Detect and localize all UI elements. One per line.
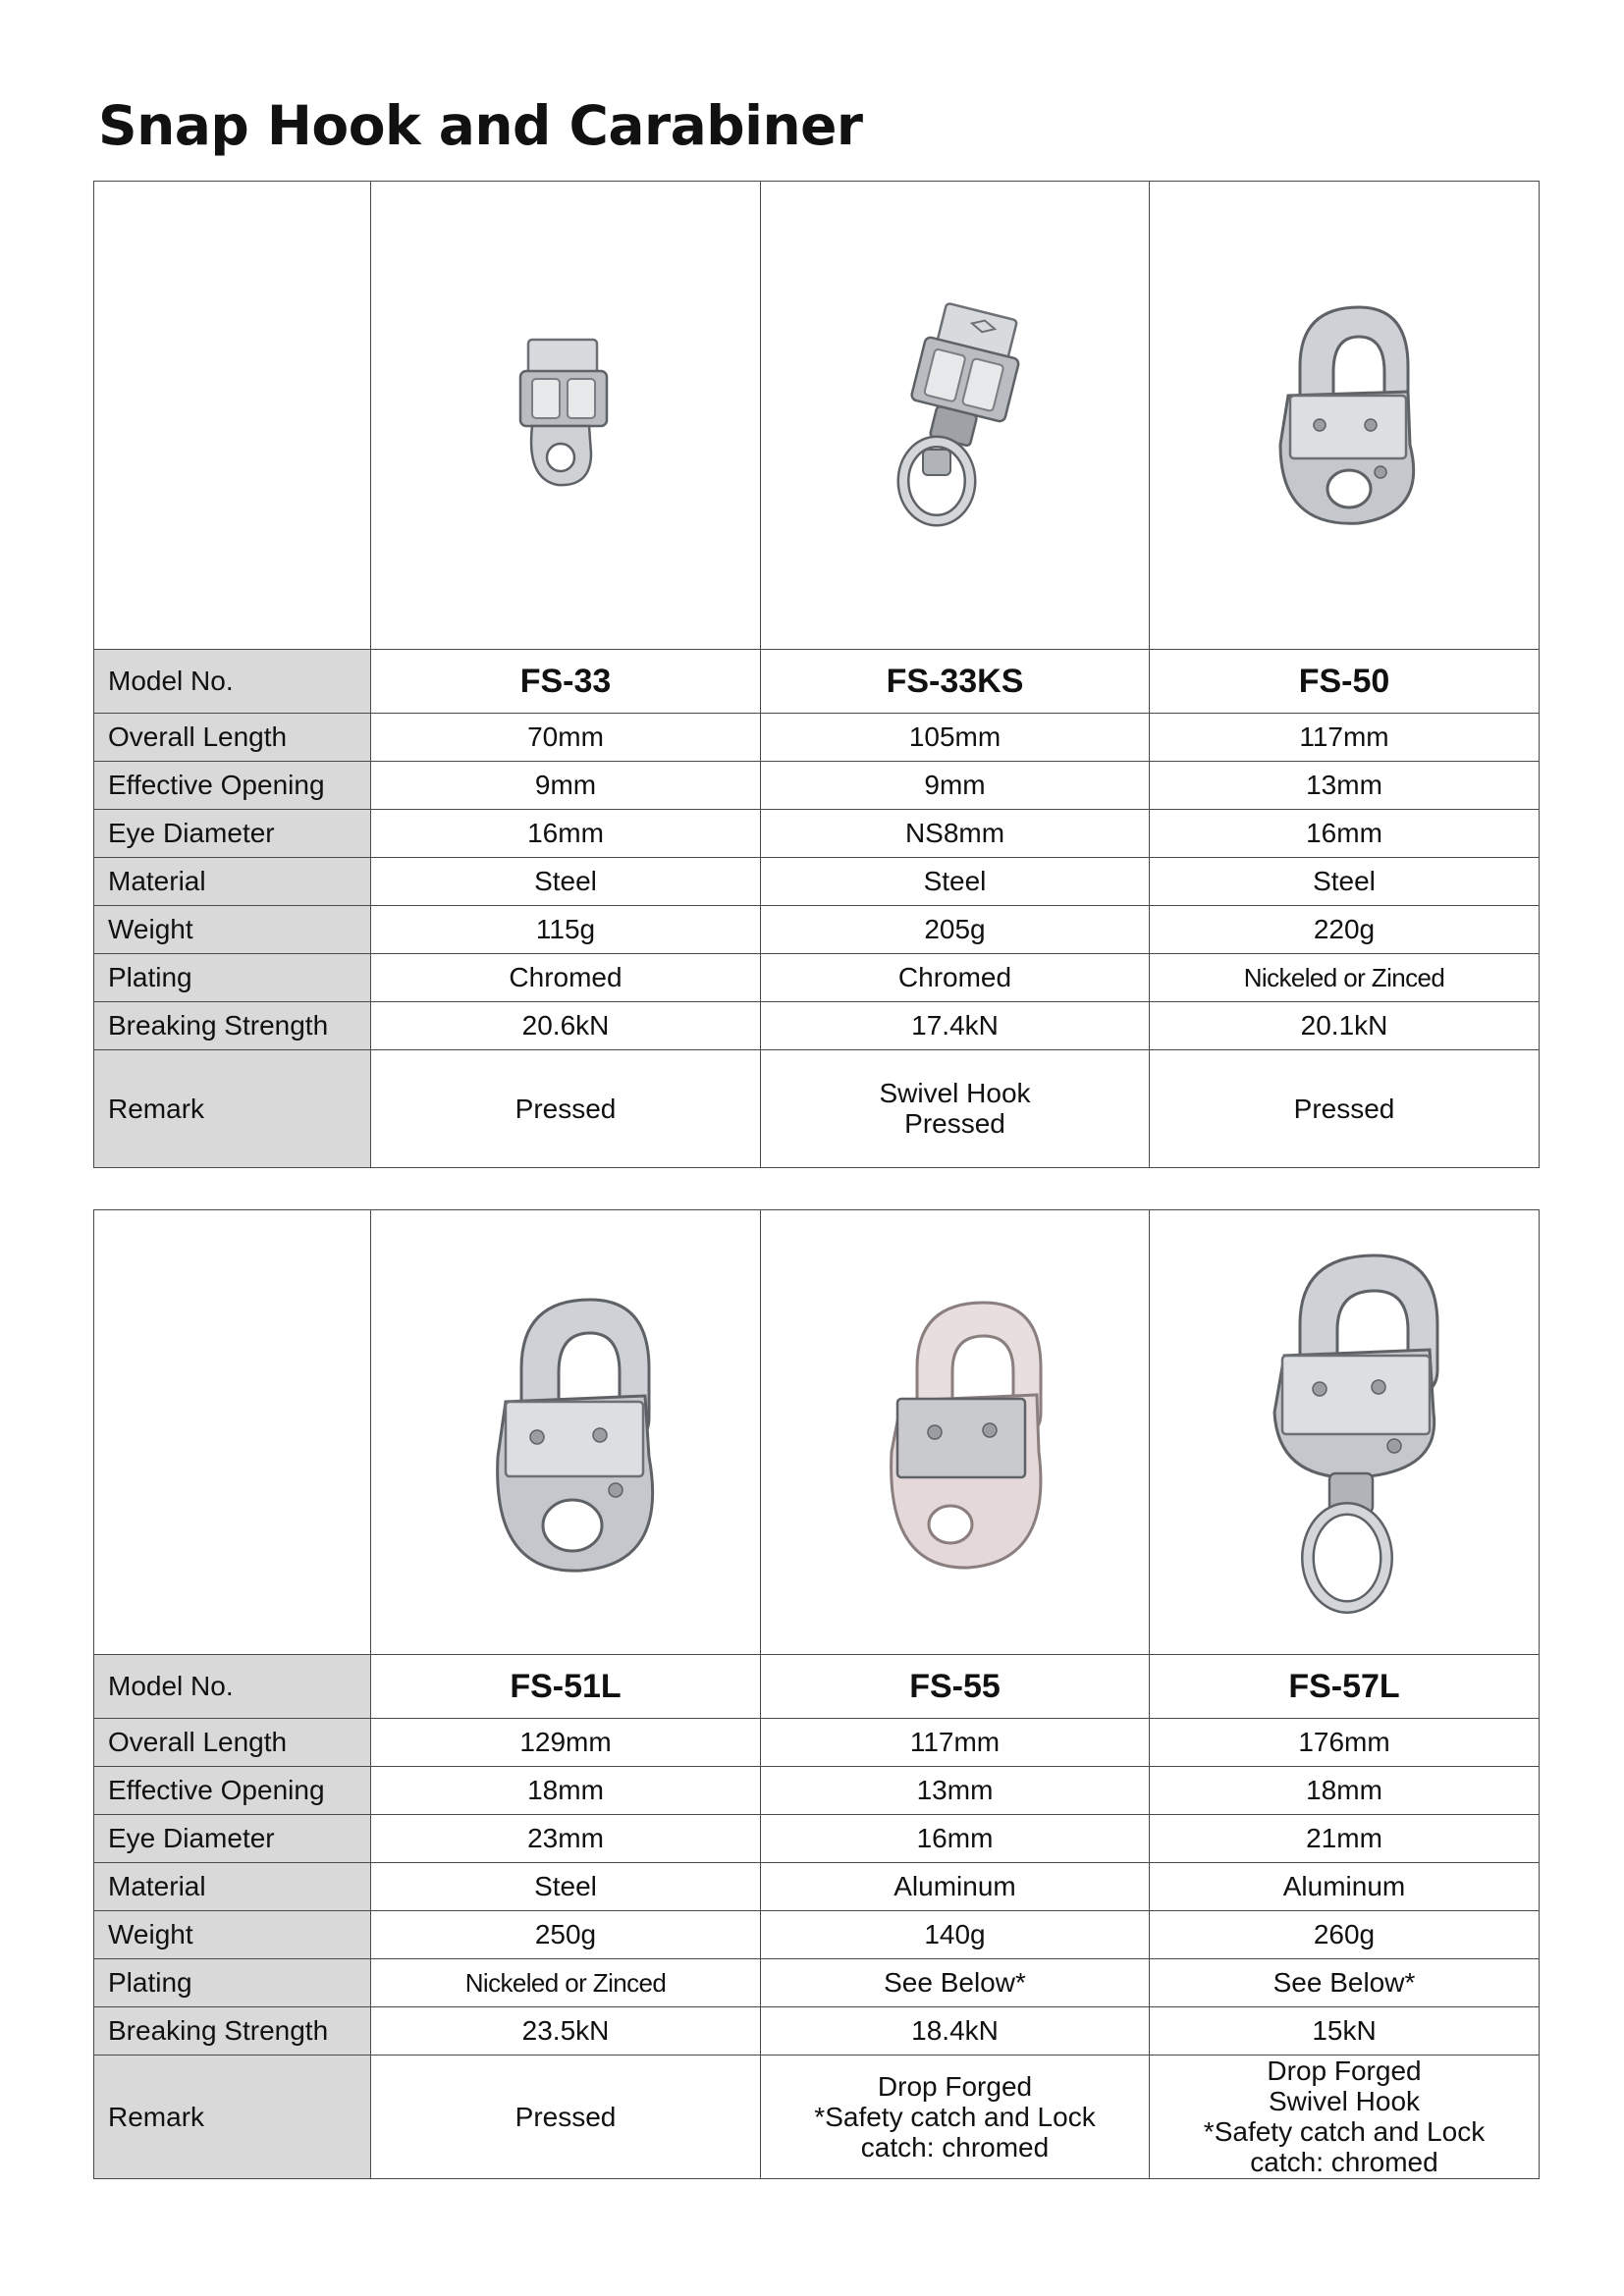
spec-value: 117mm bbox=[761, 1719, 1150, 1767]
eye-diameter-row bbox=[94, 810, 1540, 858]
row-label-effective-opening: Effective Opening bbox=[94, 762, 371, 810]
product-image-cell bbox=[371, 1210, 761, 1655]
spec-value: 105mm bbox=[761, 714, 1150, 762]
spec-value: Chromed bbox=[761, 954, 1150, 1002]
spec-value: 13mm bbox=[1150, 762, 1540, 810]
remark-line: catch: chromed bbox=[860, 2131, 1050, 2163]
fs-51l-hook-image bbox=[462, 1280, 669, 1584]
model-number: FS-50 bbox=[1150, 650, 1540, 714]
plating-row bbox=[94, 1959, 1540, 2007]
weight-row bbox=[94, 1911, 1540, 1959]
spec-value: 140g bbox=[761, 1911, 1150, 1959]
model-number: FS-55 bbox=[761, 1655, 1150, 1719]
spec-value: Steel bbox=[371, 858, 761, 906]
remark-row bbox=[94, 1050, 1540, 1168]
spec-value: 21mm bbox=[1150, 1815, 1540, 1863]
material-row bbox=[94, 858, 1540, 906]
remark-cell bbox=[761, 2056, 1150, 2179]
spec-value: Aluminum bbox=[1150, 1863, 1540, 1911]
product-image-cell bbox=[761, 1210, 1150, 1655]
row-label-overall-length: Overall Length bbox=[94, 1719, 371, 1767]
spec-value: 220g bbox=[1150, 906, 1540, 954]
empty-corner-cell bbox=[94, 182, 371, 650]
fs-50-hook-image bbox=[1261, 297, 1428, 533]
spec-value: 250g bbox=[371, 1911, 761, 1959]
spec-value: 176mm bbox=[1150, 1719, 1540, 1767]
row-label-plating: Plating bbox=[94, 1959, 371, 2007]
spec-value: 16mm bbox=[1150, 810, 1540, 858]
fs-33ks-hook-image bbox=[872, 302, 1039, 528]
spec-value: Steel bbox=[371, 1863, 761, 1911]
row-label-model: Model No. bbox=[94, 1655, 371, 1719]
effective-opening-row bbox=[94, 762, 1540, 810]
remark-line: Pressed bbox=[514, 2101, 617, 2132]
spec-value: 70mm bbox=[371, 714, 761, 762]
row-label-eye-diameter: Eye Diameter bbox=[94, 1815, 371, 1863]
row-label-eye-diameter: Eye Diameter bbox=[94, 810, 371, 858]
spec-value: 16mm bbox=[371, 810, 761, 858]
model-row bbox=[94, 1655, 1540, 1719]
remark-cell bbox=[1150, 1050, 1540, 1168]
overall-length-row bbox=[94, 1719, 1540, 1767]
spec-value: 13mm bbox=[761, 1767, 1150, 1815]
spec-value: See Below* bbox=[761, 1959, 1150, 2007]
remark-line: Swivel Hook bbox=[879, 1078, 1031, 1108]
remark-cell bbox=[371, 2056, 761, 2179]
plating-row bbox=[94, 954, 1540, 1002]
spec-value: Nickeled or Zinced bbox=[371, 1959, 761, 2007]
model-number: FS-57L bbox=[1150, 1655, 1540, 1719]
remark-line: Drop Forged bbox=[1267, 2056, 1422, 2086]
row-label-effective-opening: Effective Opening bbox=[94, 1767, 371, 1815]
spec-value: 18.4kN bbox=[761, 2007, 1150, 2056]
product-image-cell bbox=[1150, 1210, 1540, 1655]
remark-row bbox=[94, 2056, 1540, 2179]
spec-value: 16mm bbox=[761, 1815, 1150, 1863]
model-number: FS-33KS bbox=[761, 650, 1150, 714]
spec-value: Aluminum bbox=[761, 1863, 1150, 1911]
spec-value: 115g bbox=[371, 906, 761, 954]
row-label-weight: Weight bbox=[94, 906, 371, 954]
page-title: Snap Hook and Carabiner bbox=[98, 94, 863, 157]
row-label-overall-length: Overall Length bbox=[94, 714, 371, 762]
fs-57l-hook-image bbox=[1231, 1246, 1457, 1619]
product-image-cell bbox=[1150, 182, 1540, 650]
spec-value: 23mm bbox=[371, 1815, 761, 1863]
spec-value: 129mm bbox=[371, 1719, 761, 1767]
image-row bbox=[94, 182, 1540, 650]
spec-value: 20.1kN bbox=[1150, 1002, 1540, 1050]
model-row bbox=[94, 650, 1540, 714]
row-label-material: Material bbox=[94, 858, 371, 906]
row-label-remark: Remark bbox=[94, 1050, 371, 1168]
image-row bbox=[94, 1210, 1540, 1655]
spec-value: Chromed bbox=[371, 954, 761, 1002]
remark-line: *Safety catch and Lock bbox=[814, 2101, 1096, 2132]
spec-value: Steel bbox=[1150, 858, 1540, 906]
spec-value: 18mm bbox=[371, 1767, 761, 1815]
model-number: FS-51L bbox=[371, 1655, 761, 1719]
fs-55-hook-image bbox=[852, 1285, 1058, 1579]
spec-value: 9mm bbox=[371, 762, 761, 810]
spec-value: 260g bbox=[1150, 1911, 1540, 1959]
material-row bbox=[94, 1863, 1540, 1911]
remark-cell bbox=[371, 1050, 761, 1168]
empty-corner-cell bbox=[94, 1210, 371, 1655]
spec-value: NS8mm bbox=[761, 810, 1150, 858]
row-label-plating: Plating bbox=[94, 954, 371, 1002]
product-image-cell bbox=[761, 182, 1150, 650]
spec-value: Nickeled or Zinced bbox=[1150, 954, 1540, 1002]
remark-line: Swivel Hook bbox=[1268, 2086, 1421, 2116]
weight-row bbox=[94, 906, 1540, 954]
row-label-model: Model No. bbox=[94, 650, 371, 714]
spec-value: 117mm bbox=[1150, 714, 1540, 762]
remark-line: Pressed bbox=[514, 1093, 617, 1124]
overall-length-row bbox=[94, 714, 1540, 762]
spec-value: 20.6kN bbox=[371, 1002, 761, 1050]
spec-table-2 bbox=[93, 1209, 1540, 2179]
effective-opening-row bbox=[94, 1767, 1540, 1815]
breaking-strength-row bbox=[94, 2007, 1540, 2056]
row-label-material: Material bbox=[94, 1863, 371, 1911]
spec-value: 23.5kN bbox=[371, 2007, 761, 2056]
eye-diameter-row bbox=[94, 1815, 1540, 1863]
spec-value: 205g bbox=[761, 906, 1150, 954]
spec-value: 17.4kN bbox=[761, 1002, 1150, 1050]
row-label-remark: Remark bbox=[94, 2056, 371, 2179]
spec-value: 15kN bbox=[1150, 2007, 1540, 2056]
product-image-cell bbox=[371, 182, 761, 650]
remark-line: catch: chromed bbox=[1250, 2147, 1438, 2177]
model-number: FS-33 bbox=[371, 650, 761, 714]
row-label-breaking-strength: Breaking Strength bbox=[94, 1002, 371, 1050]
breaking-strength-row bbox=[94, 1002, 1540, 1050]
remark-cell bbox=[1150, 2056, 1540, 2179]
remark-cell bbox=[761, 1050, 1150, 1168]
remark-line: Pressed bbox=[1293, 1093, 1395, 1124]
spec-value: Steel bbox=[761, 858, 1150, 906]
fs-33-hook-image bbox=[507, 332, 624, 499]
spec-value: See Below* bbox=[1150, 1959, 1540, 2007]
row-label-weight: Weight bbox=[94, 1911, 371, 1959]
spec-table-1 bbox=[93, 181, 1540, 1168]
remark-line: Pressed bbox=[904, 1108, 1005, 1139]
spec-value: 9mm bbox=[761, 762, 1150, 810]
spec-value: 18mm bbox=[1150, 1767, 1540, 1815]
remark-line: Drop Forged bbox=[877, 2070, 1033, 2102]
row-label-breaking-strength: Breaking Strength bbox=[94, 2007, 371, 2056]
remark-line: *Safety catch and Lock bbox=[1203, 2116, 1486, 2147]
